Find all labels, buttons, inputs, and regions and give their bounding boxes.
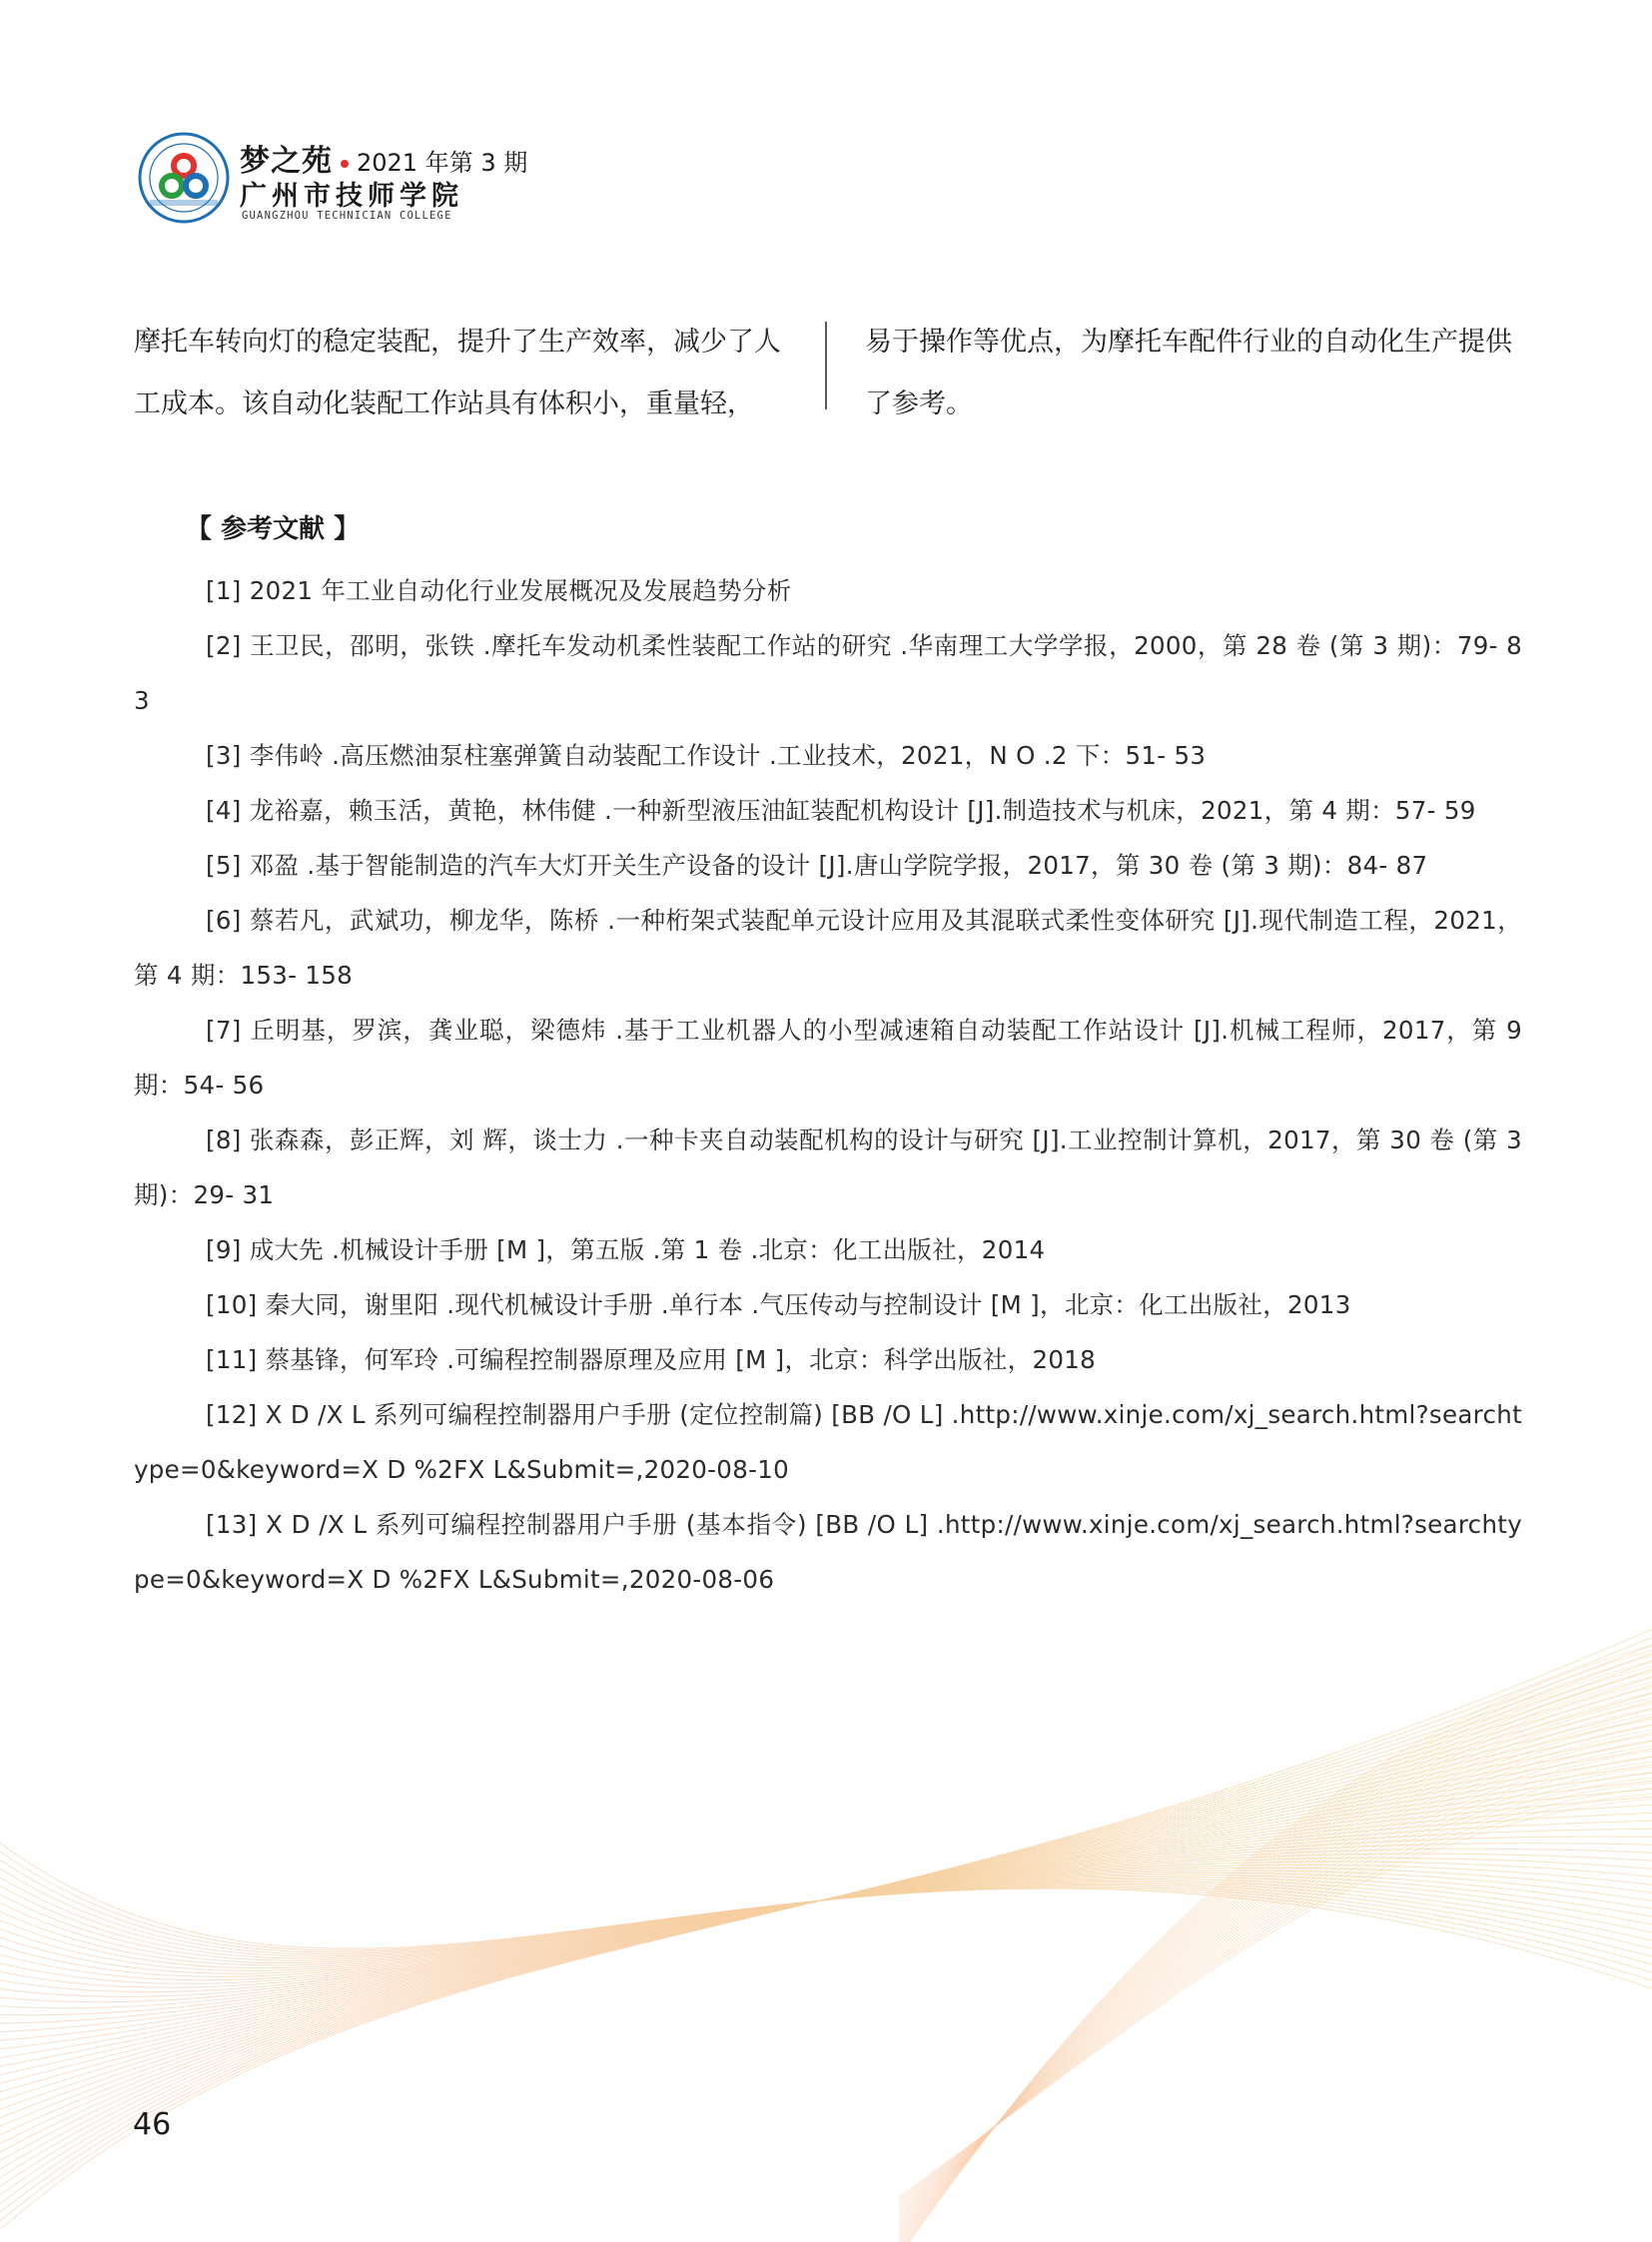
reference-item: [5] 邓盈 .基于智能制造的汽车大灯开关生产设备的设计 [J].唐山学院学报，2017，第 30 卷 (第 3 期)：84- 87 <box>206 851 1428 880</box>
reference-item: [9] 成大先 .机械设计手册 [M ]，第五版 .第 1 卷 .北京：化工出版社，2014 <box>206 1235 1046 1264</box>
college-logo-icon <box>136 130 232 226</box>
reference-item: [6] 蔡若凡，武斌功，柳龙华，陈桥 .一种桁架式装配单元设计应用及其混联式柔性变体研究 [J].现代制造工程，2021，第 4 期：153- 158 <box>134 906 1522 990</box>
issue-label: 2021 年第 3 期 <box>357 149 528 177</box>
column-divider <box>825 322 827 409</box>
page-number: 46 <box>133 2107 172 2142</box>
reference-item: [1] 2021 年工业自动化行业发展概况及发展趋势分析 <box>206 576 792 605</box>
body-column-right: 易于操作等优点，为摩托车配件行业的自动化生产提供了参考。 <box>865 327 1512 419</box>
references-heading: 【 参考文献 】 <box>186 514 361 544</box>
journal-header <box>136 130 735 230</box>
reference-item: [10] 秦大同，谢里阳 .现代机械设计手册 .单行本 .气压传动与控制设计 [M ]，北京：化工出版社，2013 <box>206 1290 1351 1319</box>
reference-item: [4] 龙裕嘉，赖玉活，黄艳，林伟健 .一种新型液压油缸装配机构设计 [J].制造技术与机床，2021，第 4 期：57- 59 <box>206 796 1476 825</box>
reference-item: [7] 丘明基，罗滨，龚业聪，梁德炜 .基于工业机器人的小型减速箱自动装配工作站设计 [J].机械工程师，2017，第 9 期：54- 56 <box>134 1016 1522 1100</box>
reference-item: [2] 王卫民，邵明，张铁 .摩托车发动机柔性装配工作站的研究 .华南理工大学学报，2000，第 28 卷 (第 3 期)：79- 83 <box>134 631 1522 715</box>
references-section <box>134 507 1522 1607</box>
reference-item: [11] 蔡基锋，何军玲 .可编程控制器原理及应用 [M ]，北京：科学出版社，2018 <box>206 1345 1097 1374</box>
college-name-cn: 广州市技师学院 <box>240 181 463 212</box>
reference-item: [12] X D /X L 系列可编程控制器用户手册 (定位控制篇) [BB /O L] .http://www.xinje.com/xj_search.html?searchtype=0&keyword=X D %2FX L&Submit=,2020-08-10 <box>134 1400 1522 1484</box>
reference-item: [8] 张森森，彭正辉，刘 辉，谈士力 .一种卡夹自动装配机构的设计与研究 [J].工业控制计算机，2017，第 30 卷 (第 3 期)：29- 31 <box>134 1125 1522 1209</box>
separator-dot-icon <box>341 160 349 168</box>
college-name-en: GUANGZHOU TECHNICIAN COLLEGE <box>242 210 452 222</box>
reference-item: [13] X D /X L 系列可编程控制器用户手册 (基本指令) [BB /O L] .http://www.xinje.com/xj_search.html?searchtype=0&keyword=X D %2FX L&Submit=,2020-08-06 <box>134 1510 1522 1594</box>
body-column-left: 摩托车转向灯的稳定装配，提升了生产效率，减少了人工成本。该自动化装配工作站具有体积小，重量轻， <box>134 327 781 419</box>
reference-item: [3] 李伟岭 .高压燃油泵柱塞弹簧自动装配工作设计 .工业技术，2021，N O .2 下：51- 53 <box>206 741 1207 770</box>
journal-name: 梦之苑 <box>240 144 333 179</box>
